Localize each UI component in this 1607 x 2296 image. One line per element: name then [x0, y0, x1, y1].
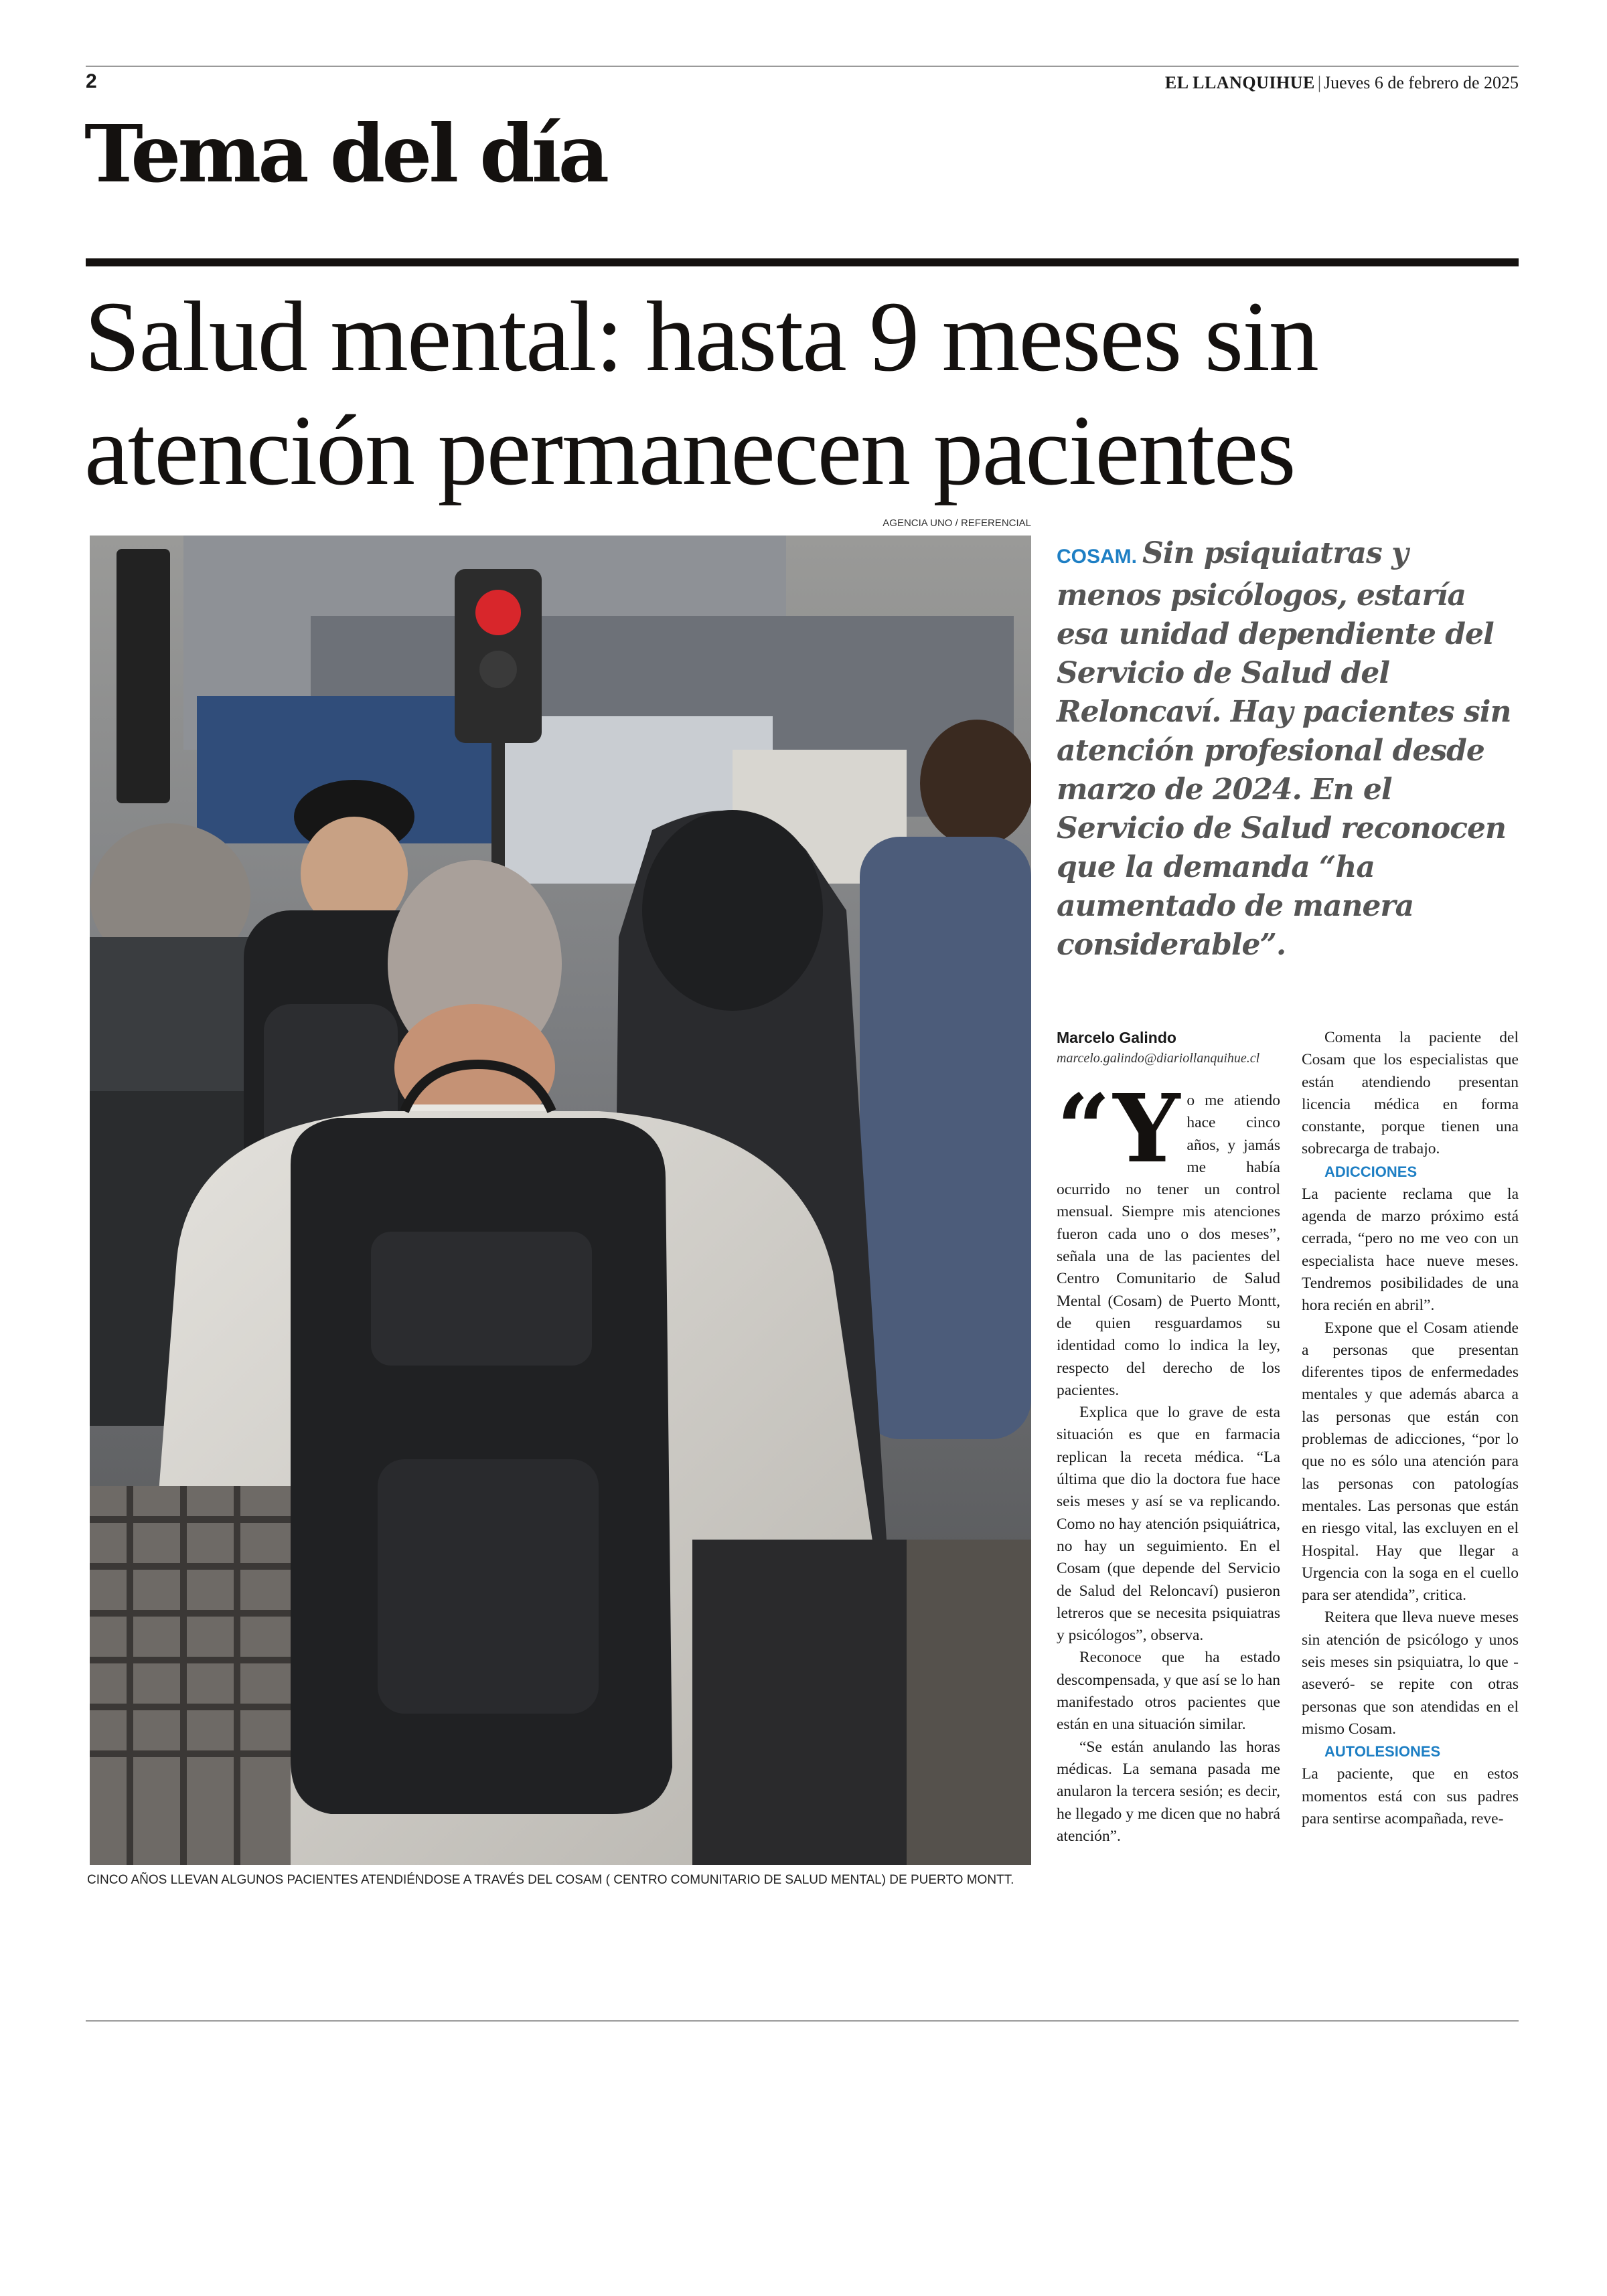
deck-text: Sin psiquiatras y menos psicólogos, estaría esa unidad dependiente del Servicio de Salud del Reloncaví. Hay pacientes sin atención profesional desde marzo de 2024. En el Servicio de Salud reconocen que la demanda “ha aumentado de manera considerable”. [1057, 536, 1511, 962]
photo-credit: AGENCIA UNO / REFERENCIAL [883, 517, 1031, 529]
subhead-autolesiones: AUTOLESIONES [1324, 1743, 1441, 1760]
folio [1165, 72, 1519, 94]
body-paragraph: Comenta la paciente del Cosam que los especialistas que están atendiendo presentan licencia médica en forma constante, porque tienen una sobrecarga de trabajo. [1302, 1029, 1519, 1158]
paper-name: EL LLANQUIHUE [1164, 73, 1315, 92]
body-paragraph: La paciente, que en estos momentos está con sus padres para sentirse acompañada, reve- [1302, 1765, 1519, 1827]
lead-text: o me atiendo hace cinco años, y jamás me había ocurrido no tener un control mensual. Siempre mis atenciones fueron cada uno o dos meses”, señala una de las pacientes del Centro Comunitario de Salud Mental (Cosam) de Puerto Montt, de quien resguardamos su identidad como lo indica la ley, respecto del derecho de los pacientes. [1057, 1092, 1280, 1399]
drop-cap-quote: “ [1057, 1090, 1114, 1184]
issue-date: Jueves 6 de febrero de 2025 [1324, 73, 1519, 92]
drop-cap [1057, 1090, 1180, 1184]
bottom-rule [86, 2020, 1519, 2022]
top-rule [86, 66, 1519, 67]
section-rule [86, 258, 1519, 266]
lead-paragraph [1057, 1090, 1280, 1402]
deck-kicker: COSAM. [1057, 546, 1137, 568]
body-paragraph: Explica que lo grave de esta situación es que en farmacia replican la receta médica. “La última que dio la doctora fue hace seis meses y así se va replicando. Como no hay atención psiquiátrica, no hay un seguimiento. En el Cosam (que depende del Servicio de Salud del Reloncaví) pusieron letreros que se necesita psiquiatras y psicólogos”, observa. [1057, 1404, 1280, 1645]
body-paragraph: “Se están anulando las horas médicas. La semana pasada me anularon la tercera sesión; es decir, he llegado y me dicen que no habrá atención”. [1057, 1738, 1280, 1845]
photo-caption: CINCO AÑOS LLEVAN ALGUNOS PACIENTES ATENDIÉNDOSE A TRAVÉS DEL COSAM ( CENTRO COMUNITARIO DE SALUD MENTAL) DE PUERTO MONTT. [87, 1873, 1014, 1887]
drop-cap-letter: Y [1113, 1090, 1180, 1184]
page-number: 2 [86, 70, 97, 92]
body-paragraph: Expone que el Cosam atiende a personas que presentan diferentes tipos de enfermedades mentales y que además abarca a las personas que están con problemas de adicciones, “por lo que no es sólo una atención para las personas con patologías mentales. Las personas que están en riesgo vital, las excluyen en el Hospital. Hay que llegar a Urgencia con la soga en el cuello para ser atendida”, critica. [1302, 1319, 1519, 1605]
section-title: Tema del día [84, 107, 607, 200]
article-photo [90, 536, 1031, 1865]
subhead-adicciones: ADICCIONES [1324, 1163, 1418, 1180]
article-deck [1057, 534, 1519, 965]
author-email: marcelo.galindo@diariollanquihue.cl [1057, 1051, 1260, 1066]
author-name: Marcelo Galindo [1057, 1029, 1176, 1046]
body-paragraph: Reitera que lleva nueve meses sin atención de psicólogo y unos seis meses sin psiquiatra, lo que -aseveró- se repite con otras personas que son atendidas en el mismo Cosam. [1302, 1609, 1519, 1738]
headline: Salud mental: hasta 9 meses sin atención permanecen pacientes [84, 281, 1318, 506]
body-paragraph: La paciente reclama que la agenda de marzo próximo está cerrada, “pero no me veo con un especialista hace nueve meses. Tendremos posibilidades de una hora recién en abril”. [1302, 1185, 1519, 1315]
byline [1057, 1027, 1284, 1068]
article-column-2 [1302, 1027, 1519, 1904]
folio-separator: | [1317, 73, 1322, 92]
body-paragraph: Reconoce que ha estado descompensada, y que así se lo han manifestado otros pacientes que están en una situación similar. [1057, 1649, 1280, 1734]
article-column-1 [1057, 1090, 1280, 1904]
